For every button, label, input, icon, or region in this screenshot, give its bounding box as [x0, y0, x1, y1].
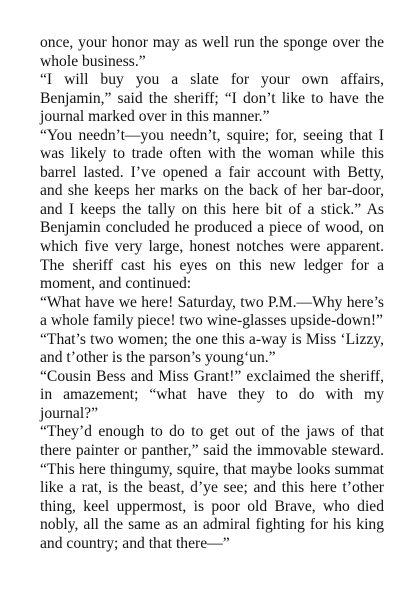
- paragraph-6: “Cousin Bess and Miss Grant!” exclaimed the sheriff, in amazement; “what have they to do with my journal?”: [40, 367, 384, 422]
- paragraph-2: “I will buy you a slate for your own affairs, Benjamin,” said the sheriff; “I don’t like to have the journal marked over in this manner.”: [40, 71, 384, 126]
- paragraph-7: “They’d enough to do to get out of the jaws of that there painter or panther,” said the immovable steward. “This here thingumy, squire, that maybe looks summat like a rat, is the beast, d’ye see; and this here t’other thing, keel uppermost, is poor old Brave, who died nobly, all the same as an admiral fighting for his king and country; and that there—”: [40, 423, 384, 552]
- paragraph-5: “That’s two women; the one this a-way is Miss ‘Lizzy, and t’other is the parson’s young‘un.”: [40, 330, 384, 367]
- book-page-text: [40, 34, 384, 553]
- paragraph-3: “You needn’t—you needn’t, squire; for, seeing that I was likely to trade often with the woman while this barrel lasted. I’ve opened a fair account with Betty, and she keeps her marks on the back of her bar-door, and I keeps the tally on this here bit of a stick.” As Benjamin concluded he produced a piece of wood, on which five very large, honest notches were apparent. The sheriff cast his eyes on this new ledger for a moment, and continued:: [40, 126, 384, 293]
- paragraph-1: once, your honor may as well run the sponge over the whole business.”: [40, 34, 384, 70]
- paragraph-4: “What have we here! Saturday, two P.M.—Why here’s a whole family piece! two wine-glasses upside-down!”: [40, 293, 384, 330]
